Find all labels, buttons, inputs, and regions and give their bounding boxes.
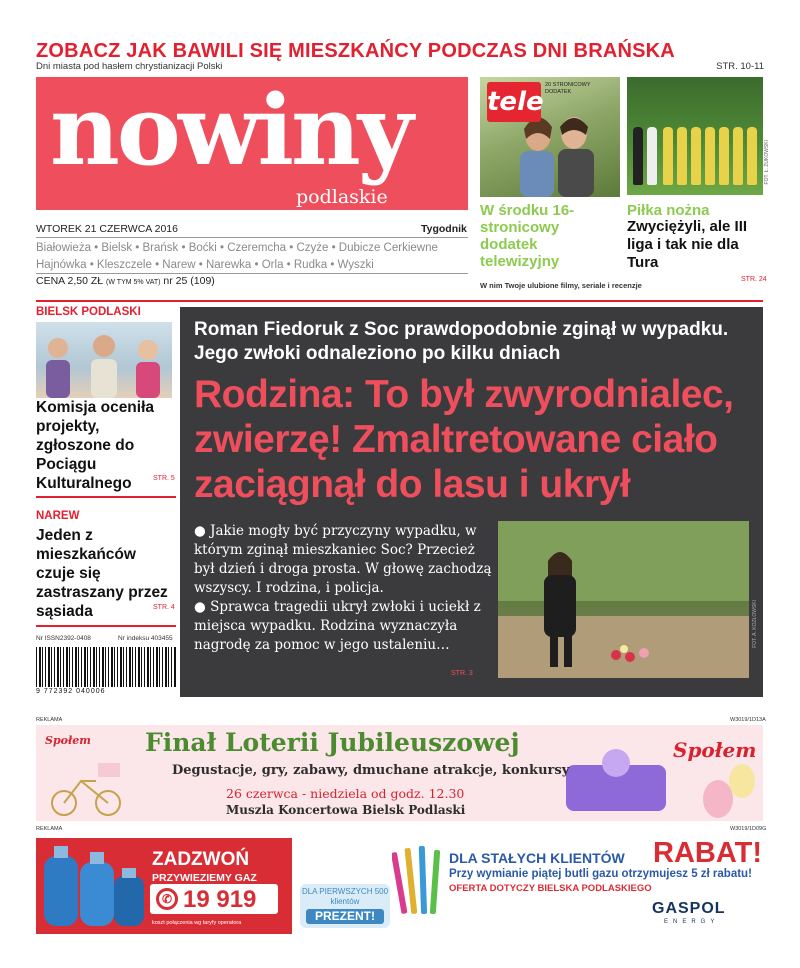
bielsk-photo[interactable] <box>36 322 172 398</box>
main-story-kicker: Roman Fiedoruk z Soc prawdopodobnie zginął w wypadku. Jego zwłoki odnaleziono po kilku dniach <box>194 319 729 364</box>
football-page-ref: STR. 24 <box>741 276 767 283</box>
divider <box>36 237 468 238</box>
top-headline[interactable]: ZOBACZ JAK BAWILI SIĘ MIESZKAŃCY PODCZAS DNI BRAŃSKA <box>36 40 675 62</box>
top-page-ref: STR. 10-11 <box>716 61 764 72</box>
towns-list <box>36 240 468 274</box>
lottery-ad-subtitle: Degustacje, gry, zabawy, dmuchane atrakcje, konkursy <box>172 763 570 778</box>
lottery-ad-date: 26 czerwca - niedziela od godz. 12.30 <box>226 786 465 801</box>
towns-line: Białowieża • Bielsk • Brańsk • Boćki • Czeremcha • Czyże • Dubicze Cerkiewne <box>36 242 438 254</box>
player-figure <box>747 127 757 185</box>
gaspol-call-text: ZADZWOŃ <box>152 849 250 870</box>
lottery-ad-place: Muszla Koncertowa Bielsk Podlaski <box>226 803 466 817</box>
main-story-page-ref: STR. 3 <box>451 670 473 677</box>
gaspol-phone-number[interactable]: 19 919 <box>183 886 257 913</box>
barcode-number: 9 772392 040006 <box>36 688 106 695</box>
top-subhead: Dni miasta pod hasłem chrystianizacji Polski <box>36 61 223 72</box>
gaspol-logo-sub: ENERGY <box>664 919 720 925</box>
bielsk-section-label: BIELSK PODLASKI <box>36 306 141 318</box>
gaspol-offer: Przy wymianie piątej butli gazu otrzymujesz 5 zł rabatu! <box>449 868 752 880</box>
section-divider <box>36 300 763 302</box>
index-number: Nr indeksu 403455 <box>118 635 173 642</box>
lighters-illustration <box>392 842 448 922</box>
bielsk-page-ref: STR. 5 <box>153 475 175 482</box>
ad-label: REKLAMA <box>36 826 63 832</box>
player-figure <box>719 127 729 185</box>
spolem-logo-left: Społem <box>45 734 91 747</box>
photo-credit: FOT. Ł. ŻUKOWSKI <box>764 140 770 185</box>
gaspol-logo: GASPOL <box>652 900 726 917</box>
lottery-ad-title: Finał Loterii Jubileuszowej <box>145 728 520 757</box>
photo-credit: FOT. A. KOZŁOWSKI <box>752 600 758 648</box>
player-figure <box>691 127 701 185</box>
spolem-logo-right: Społem <box>673 738 757 762</box>
women-illustration <box>36 322 172 398</box>
story-paragraph: ● Sprawca tragedii ukrył zwłoki i uciekł z miejsca wypadku. Rodzina wyznaczyła nagrodę za pomoc w jego ustaleniu… <box>194 599 481 653</box>
narew-page-ref: STR. 4 <box>153 604 175 611</box>
divider <box>36 625 176 627</box>
player-figure <box>647 127 657 185</box>
player-figure <box>633 127 643 185</box>
issue-number: nr 25 (109) <box>163 275 215 287</box>
tele-tag: 20 STRONICOWY DODATEK <box>545 82 591 95</box>
player-figure <box>663 127 673 185</box>
price-line <box>36 275 215 287</box>
football-team-photo[interactable] <box>627 77 763 195</box>
narew-section-label: NAREW <box>36 510 80 522</box>
gift-badge-label: PREZENT! <box>306 909 384 924</box>
divider <box>36 273 468 274</box>
gaspol-gift-badge <box>300 884 390 928</box>
gaspol-offer-area: OFERTA DOTYCZY BIELSKA PODLASKIEGO <box>449 883 652 894</box>
phone-icon: ✆ <box>156 888 178 910</box>
narew-headline[interactable]: Jeden z mieszkańców czuje się zastraszany przez sąsiada <box>36 527 168 620</box>
bielsk-headline[interactable]: Komisja oceniła projekty, zgłoszone do Pociągu Kulturalnego <box>36 399 155 492</box>
gas-cylinders-icon <box>36 838 146 934</box>
price-vat: (W TYM 5% VAT) <box>106 279 161 286</box>
divider <box>36 496 176 498</box>
issue-date: WTOREK 21 CZERWCA 2016 <box>36 223 178 235</box>
masthead-subtitle: podlaskie <box>296 186 388 208</box>
gaspol-fine-print: koszt połączenia wg taryfy operatora <box>152 920 242 926</box>
masthead-title: nowiny <box>50 74 411 187</box>
ad-code: W3019/1D09G <box>730 826 767 832</box>
tele-headline[interactable]: W środku 16-stronicowy dodatek telewizyjny <box>480 202 575 270</box>
barcode <box>36 647 176 687</box>
player-figure <box>677 127 687 185</box>
roadside-scene-illustration <box>498 521 749 678</box>
gaspol-loyal-text: DLA STAŁYCH KLIENTÓW <box>449 850 625 866</box>
tele-logo: tele <box>487 82 541 122</box>
gaspol-rabat: RABAT! <box>653 837 762 869</box>
gift-badge-text: DLA PIERWSZYCH 500 klientów <box>301 887 389 906</box>
football-label: Piłka nożna <box>627 202 710 219</box>
publication-frequency: Tygodnik <box>421 223 467 235</box>
ad-label: REKLAMA <box>36 717 63 723</box>
main-story-photo[interactable] <box>498 521 749 678</box>
story-paragraph: ● Jakie mogły być przyczyny wypadku, w którym zginął mieszkaniec Soc? Przecież był dzień i droga prosta. W głowę zachodzą wszyscy. I rodzina, i policja. <box>194 523 492 596</box>
tele-note: W nim Twoje ulubione filmy, seriale i recenzje <box>480 281 642 290</box>
football-headline[interactable]: Zwyciężyli, ale III liga i tak nie dla Tura <box>627 218 748 271</box>
price: CENA 2,50 ZŁ <box>36 275 104 287</box>
main-story-headline[interactable]: Rodzina: To był zwyrodnialec, zwierzę! Zmaltretowane ciało zaciągnął do lasu i ukrył <box>194 373 734 506</box>
towns-line: Hajnówka • Kleszczele • Narew • Narewka • Orla • Rudka • Wyszki <box>36 259 374 271</box>
ad-code: W3019/1D13A <box>730 717 766 723</box>
player-figure <box>733 127 743 185</box>
player-figure <box>705 127 715 185</box>
issn: Nr ISSN2392-0408 <box>36 635 91 642</box>
main-story-body <box>194 522 494 655</box>
gaspol-deliver-text: PRZYWIEZIEMY GAZ <box>152 872 257 884</box>
